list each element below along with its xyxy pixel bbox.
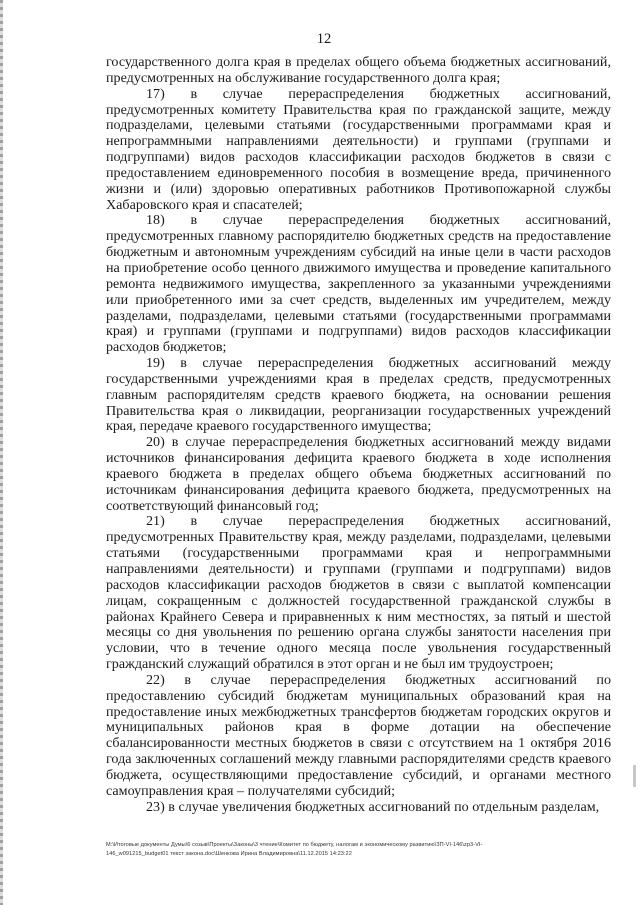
footer-line-2: 146_w091215_budget01 текст закона.doc\Шенкова Ирина Владимировна\11.12.2015 14:23:22 bbox=[106, 851, 352, 857]
paragraph-item-21: 21) в случае перераспределения бюджетных ассигнований, предусмотренных Правительству края, между разделами, подразделами, целевыми статьями (государственными программами края и непрограммными направлениями деятельности) и группами (группами и подгруппами) видов расходов классификации расходов бюджетов в связи с выплатой компенсации лицам, сокращенным с должностей государственной гражданской службы в районах Крайнего Севера и приравненных к ним местностях, за пятый и шестой месяцы со дня увольнения по решению органа службы занятости населения при условии, что в течение одного месяца после увольнения государственный гражданский служащий обратился в этот орган и не был им трудоустроен; bbox=[106, 513, 611, 673]
scan-margin-mark bbox=[633, 765, 636, 787]
paragraph-item-18: 18) в случае перераспределения бюджетных ассигнований, предусмотренных главному распорядителю бюджетных средств на предоставление бюджетным и автономным учреждениям субсидий на иные цели в части расходов на приобретение особо ценного движимого имущества и проведение капитального ремонта недвижимого имущества, закрепленного за указанными учреждениями или приобретенного ими за счет средств, выделенных им учредителем, между разделами, подразделами, целевыми статьями (государственными программами края) и группами (группами и подгруппами) видов расходов классификации расходов бюджетов; bbox=[106, 212, 611, 356]
page-number: 12 bbox=[316, 31, 332, 47]
paragraph-item-23: 23) в случае увеличения бюджетных ассигнований по отдельным разделам, bbox=[146, 798, 600, 815]
paragraph-item-20: 20) в случае перераспределения бюджетных ассигнований между видами источников финансирования дефицита краевого бюджета в ходе исполнения краевого бюджета в пределах общего объема бюджетных ассигнований по источникам финансирования дефицита краевого бюджета, предусмотренных на соответствующий финансовый год; bbox=[106, 434, 611, 514]
paragraph-item-17: 17) в случае перераспределения бюджетных ассигнований, предусмотренных комитету Правительства края по гражданской защите, между подразделами, целевыми статьями (государственными программами края и непрограммными направлениями деятельности) и группами (группами и подгруппами) видов расходов классификации расходов бюджетов в связи с предоставлением единовременного пособия в возмещение вреда, причиненного жизни и (или) здоровью оперативных работников Противопожарной службы Хабаровского края и спасателей; bbox=[106, 85, 611, 213]
file-path-footer bbox=[106, 841, 611, 859]
document-body bbox=[106, 55, 611, 816]
paragraph-state-debt: государственного долга края в пределах общего объема бюджетных ассигнований, предусмотренных на обслуживание государственного долга края; bbox=[106, 54, 611, 86]
paragraph-item-22: 22) в случае перераспределения бюджетных ассигнований по предоставлению субсидий бюджетам муниципальных образований края на предоставление иных межбюджетных трансфертов бюджетам городских округов и муниципальных районов края в форме дотации на обеспечение сбалансированности местных бюджетов в связи с отсутствием на 1 октября 2016 года заключенных соглашений между главными распорядителями средств краевого бюджета, осуществляющими предоставление субсидий, и органами местного самоуправления края – получателями субсидий; bbox=[106, 671, 611, 799]
paragraph-item-19: 19) в случае перераспределения бюджетных ассигнований между государственными учреждениями края в пределах средств, предусмотренных главным распорядителям средств краевого бюджета, на основании решения Правительства края о ликвидации, реорганизации государственных учреждений края, передаче краевого государственного имущества; bbox=[106, 355, 611, 435]
scan-edge-artifact bbox=[0, 0, 3, 905]
footer-line-1: M:\Итоговые документы Думы\6 созыв\Проекты\Законы\3 чтение\Комитет по бюджету, налогам и экономическому развитию\ЗП-VI-146\zp3-VI- bbox=[106, 842, 483, 848]
